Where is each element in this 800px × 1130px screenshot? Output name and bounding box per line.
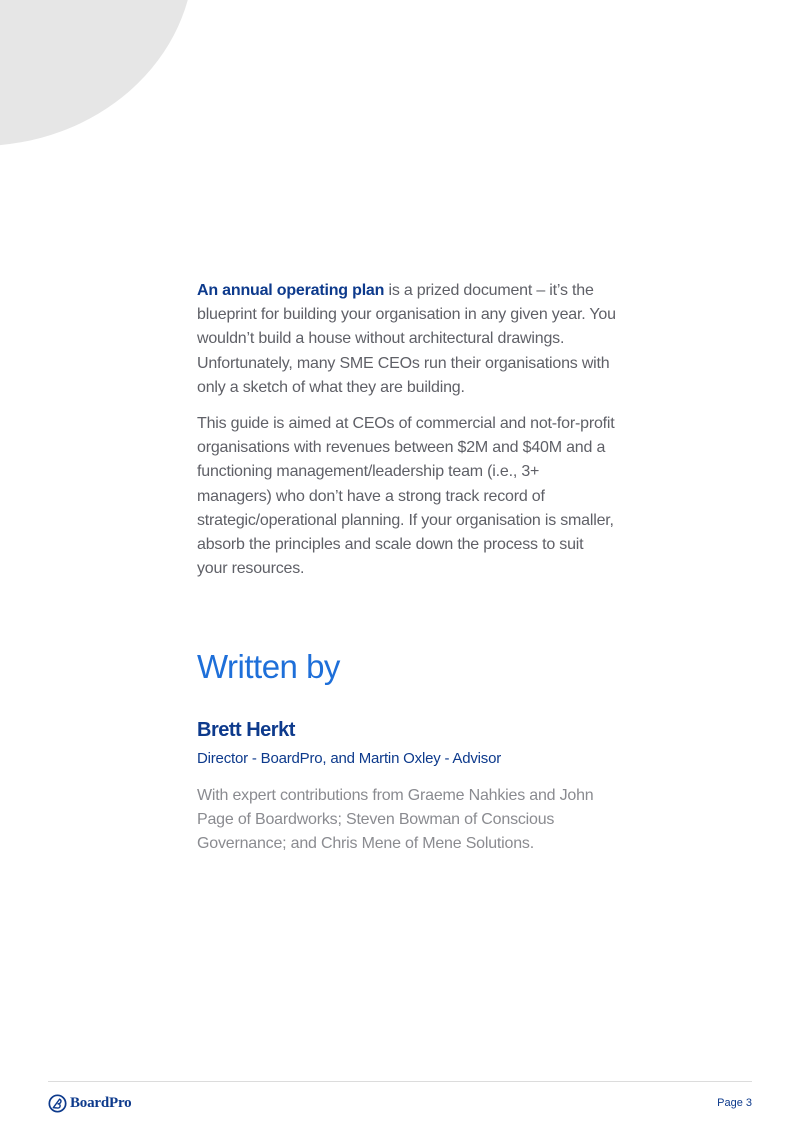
intro-section — [197, 279, 617, 593]
boardpro-brand-name: BoardPro — [70, 1095, 132, 1111]
page-number: Page 3 — [717, 1097, 752, 1109]
intro-lead-rest: is a prized document – it’s the blueprint for building your organisation in any given year. You wouldn’t build a house without architectural drawings. Unfortunately, many SME CEOs run their organisations with only a sketch of what they are building. — [197, 282, 616, 396]
boardpro-logo-icon — [48, 1094, 67, 1113]
intro-paragraph — [197, 279, 617, 400]
intro-lead-bold: An annual operating plan — [197, 282, 385, 299]
written-by-heading: Written by — [197, 648, 340, 685]
boardpro-logo — [48, 1094, 131, 1113]
decorative-corner-circle — [0, 0, 194, 146]
audience-paragraph: This guide is aimed at CEOs of commercial and not-for-profit organisations with revenues between $2M and $40M and a functioning management/leadership team (i.e., 3+ managers) who don’t have a strong track record of strategic/operational planning. If your organisation is smaller, absorb the principles and scale down the process to suit your resources. — [197, 415, 615, 578]
author-name: Brett Herkt — [197, 719, 295, 741]
author-role: Director - BoardPro, and Martin Oxley - Advisor — [197, 750, 502, 767]
footer-divider — [48, 1081, 752, 1082]
contributions-paragraph: With expert contributions from Graeme Nahkies and John Page of Boardworks; Steven Bowman of Conscious Governance; and Chris Mene of Mene Solutions. — [197, 787, 594, 853]
